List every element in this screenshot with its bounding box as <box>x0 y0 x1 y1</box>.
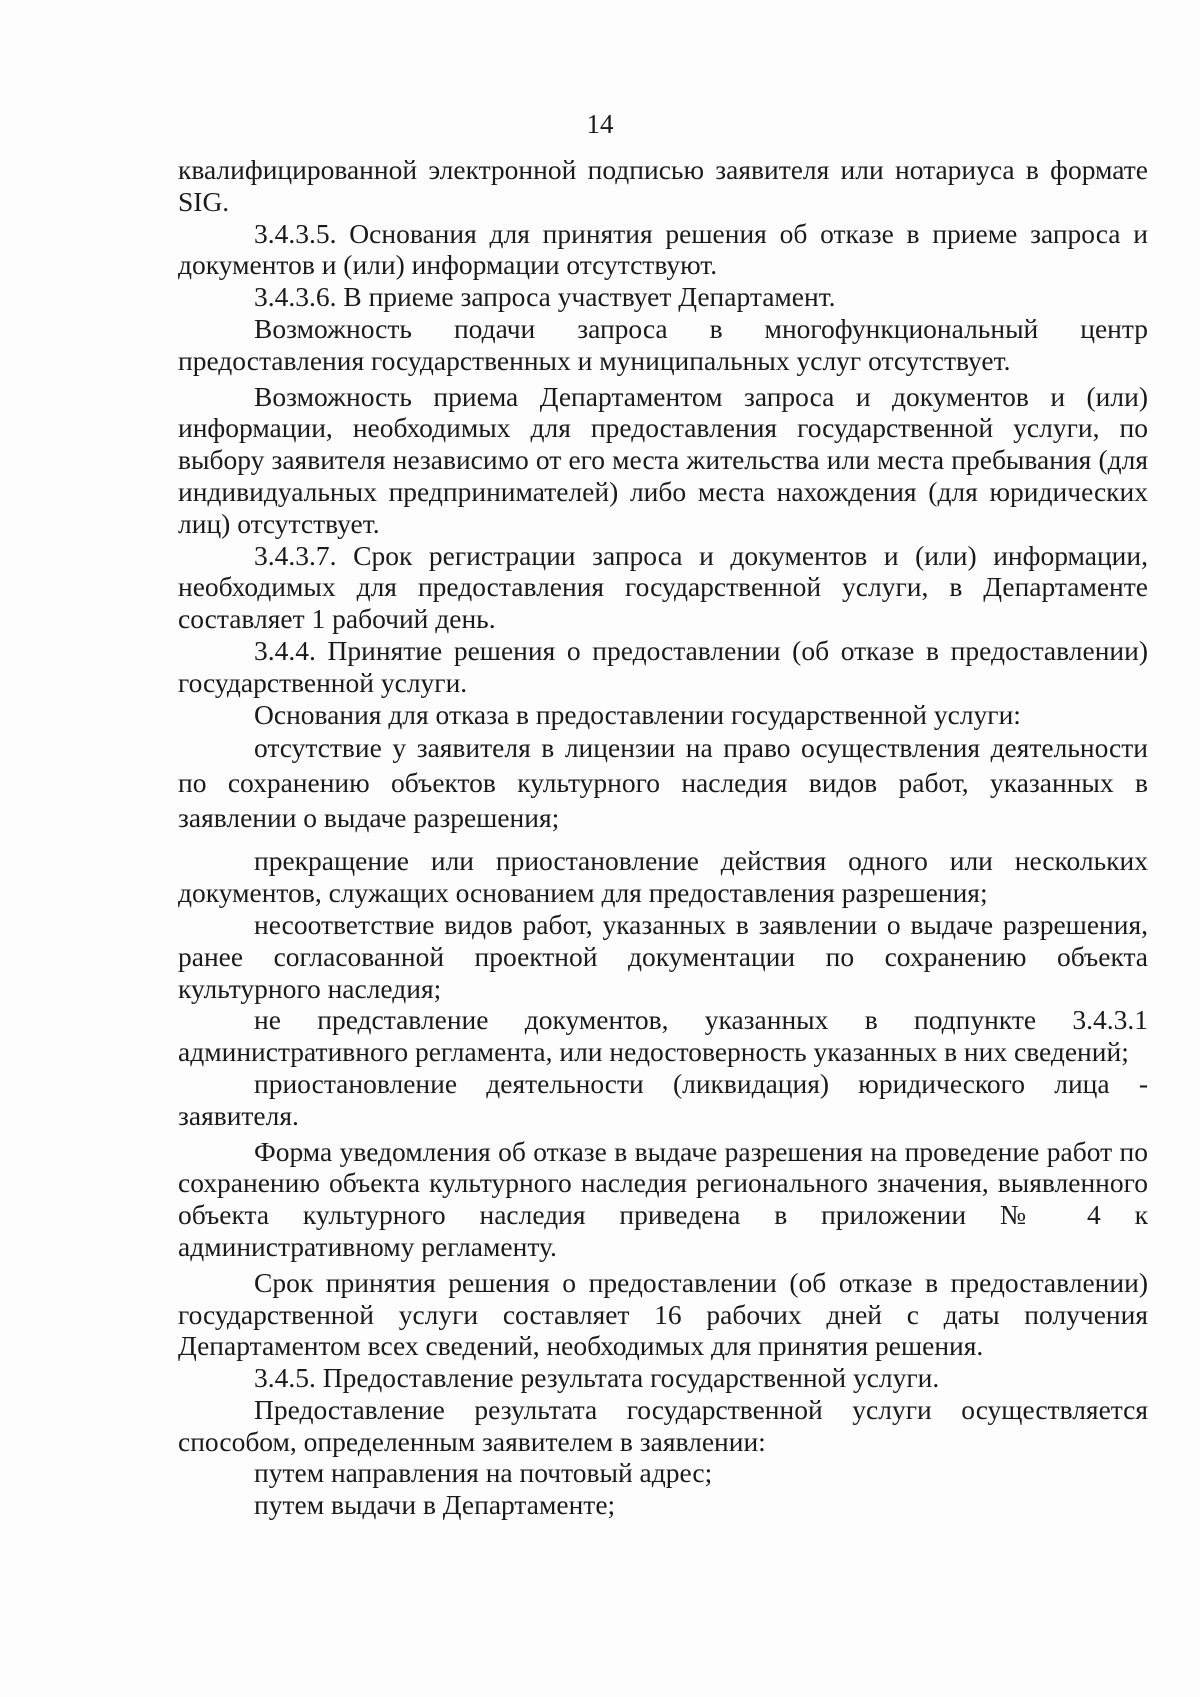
paragraph-result-delivery: Предоставление результата государственной услуги осуществляется способом, определенным заявителем в заявлении: <box>178 1393 1148 1457</box>
page-number: 14 <box>586 109 614 139</box>
list-item-mismatch: несоответствие видов работ, указанных в заявлении о выдаче разрешения, ранее согласованной проектной документации по сохранению объекта культурного наследия; <box>178 908 1148 1004</box>
document-body <box>178 154 1148 1521</box>
list-item-suspension: приостановление деятельности (ликвидация) юридического лица - заявителя. <box>178 1067 1148 1131</box>
paragraph-signature-format: квалифицированной электронной подписью заявителя или нотариуса в формате SIG. <box>178 154 1148 217</box>
paragraph-mfc-submission: Возможность подачи запроса в многофункциональный центр предоставления государственных и муниципальных услуг отсутствует. <box>178 312 1148 376</box>
list-item-no-license: отсутствие у заявителя в лицензии на право осуществления деятельности по сохранению объектов культурного наследия видов работ, указанных в заявлении о выдаче разрешения; <box>178 732 1148 834</box>
paragraph-refusal-form: Форма уведомления об отказе в выдаче разрешения на проведение работ по сохранению объекта культурного наследия регионального значения, выявленного объекта культурного наследия приведена в приложении № 4 к административному регламенту. <box>178 1135 1148 1262</box>
list-item-by-post: путем направления на почтовый адрес; <box>254 1457 713 1489</box>
list-item-in-department: путем выдачи в Департаменте; <box>254 1489 616 1521</box>
paragraph-reception-by-choice: Возможность приема Департаментом запроса и документов и (или) информации, необходимых для предоставления государственной услуги, по выбору заявителя независимо от его места жительства или места пребывания (для индивидуальных предпринимателей) либо места нахождения (для юридических лиц) отсутствует. <box>178 380 1148 539</box>
list-item-no-documents: не представление документов, указанных в подпункте 3.4.3.1 административного регламента, или недостоверность указанных в них сведений; <box>178 1004 1148 1068</box>
paragraph-3-4-4: 3.4.4. Принятие решения о предоставлении (об отказе в предоставлении) государственной услуги. <box>178 634 1148 698</box>
paragraph-3-4-5: 3.4.5. Предоставление результата государственной услуги. <box>254 1362 940 1394</box>
paragraph-refusal-grounds: Основания для отказа в предоставлении государственной услуги: <box>254 698 1021 730</box>
paragraph-3-4-3-7: 3.4.3.7. Срок регистрации запроса и документов и (или) информации, необходимых для предоставления государственной услуги, в Департаменте составляет 1 рабочий день. <box>178 539 1148 635</box>
paragraph-3-4-3-5: 3.4.3.5. Основания для принятия решения об отказе в приеме запроса и документов и (или) информации отсутствуют. <box>178 217 1148 281</box>
paragraph-decision-term: Срок принятия решения о предоставлении (об отказе в предоставлении) государственной услуги составляет 16 рабочих дней с даты получения Департаментом всех сведений, необходимых для принятия решения. <box>178 1266 1148 1362</box>
list-item-termination: прекращение или приостановление действия одного или нескольких документов, служащих основанием для предоставления разрешения; <box>178 845 1148 909</box>
paragraph-3-4-3-6: 3.4.3.6. В приеме запроса участвует Департамент. <box>254 281 836 313</box>
